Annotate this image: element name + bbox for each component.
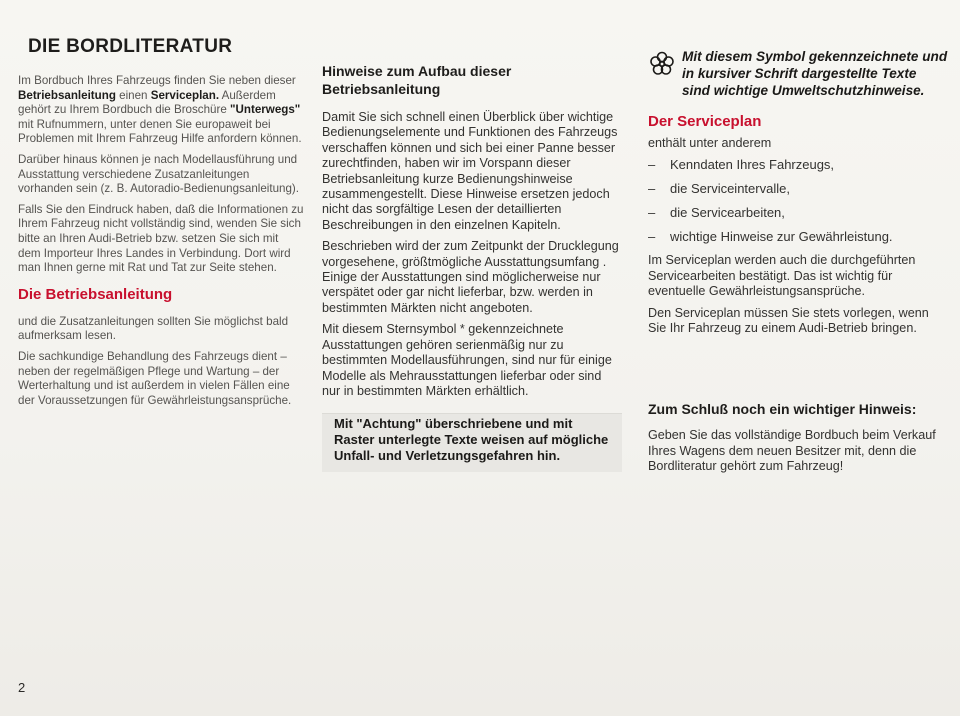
list-item: – die Serviceintervalle, [648,181,790,197]
heading-serviceplan: Der Serviceplan [648,113,762,130]
paragraph-importeur: Falls Sie den Eindruck haben, daß die Informationen zu Ihrem Fahrzeug nicht vollständig sind, wenden Sie sich bitte an Ihren Audi-Betrieb bzw. setzen Sie sich mit dem Importeur Ihres Landes in Verbindung. Dort wird man Ihnen gerne mit Rat und Tat zur Seite stehen. [18,202,304,275]
paragraph-ausstattungsumfang: Beschrieben wird der zum Zeitpunkt der Drucklegung vorgesehene, größtmögliche Ausstattungsumfang . Einige der Ausstattungen sind möglicherweise nur verspätet oder gar nicht lieferbar, bzw. werden in bestimmten Märkten nicht angeboten. [322,239,619,315]
flower-icon [648,50,676,78]
paragraph-lesen: und die Zusatzanleitungen sollten Sie möglichst bald aufmerksam lesen. [18,314,289,343]
paragraph-behandlung: Die sachkundige Behandlung des Fahrzeugs dient – neben der regelmäßigen Pflege und Wartung – der Werterhaltung und ist außerdem in vielen Fällen eine der Voraussetzungen für Gewährleistungsansprüche. [18,349,292,407]
paragraph-ueberblick: Damit Sie sich schnell einen Überblick über wichtige Bedienungselemente und Funktionen des Fahrzeugs verschaffen können und sich bei einer Panne besser zurechtfinden, haben wir im Vorspann dieser Betriebsanleitung kurze Bedienungshinweise zusammengestellt. Diese Hinweise ersetzen jedoch nicht das sorgfältige Lesen der detaillierten Beschreibungen in den einzelnen Kapiteln. [322,110,618,232]
intro-paragraph: Im Bordbuch Ihres Fahrzeugs finden Sie neben dieser Betriebsanleitung einen Serviceplan. Außerdem gehört zu Ihrem Bordbuch die Broschüre "Unterwegs" mit Rufnummern, unter denen Sie europaweit bei Problemen mit Ihrem Fahrzeug Hilfe anfordern können. [18,74,302,146]
column-right [648,48,948,481]
list-item: – die Servicearbeiten, [648,205,785,221]
warning-box: Mit "Achtung" überschriebene und mit Raster unterlegte Texte weisen auf mögliche Unfall- und Verletzungsgefahren hin. [322,413,622,472]
page-number: 2 [18,680,26,695]
paragraph-servicearbeiten: Im Serviceplan werden auch die durchgeführten Servicearbeiten bestätigt. Das ist wichtig für eventuelle Gewährleistungsansprüche. [648,253,916,299]
paragraph-bordbuch: Geben Sie das vollständige Bordbuch beim Verkauf Ihres Wagens dem neuen Besitzer mit, denn die Bordliteratur gehört zum Fahrzeug! [648,428,936,474]
heading-aufbau: Hinweise zum Aufbau dieser Betriebsanleitung [322,63,512,97]
list-item: – Kenndaten Ihres Fahrzeugs, [648,157,835,173]
serviceplan-intro: enthält unter anderem [648,136,772,150]
paragraph-sternsymbol: Mit diesem Sternsymbol * gekennzeichnete Ausstattungen gehören serienmäßig nur zu bestimmten Modellausführungen, sind nur für einige Modelle als Mehrausstattungen lieferbar oder sind nur in bestimmten Märkten erhältlich. [322,322,612,398]
keyword-serviceplan: Serviceplan. [150,88,220,102]
serviceplan-list [648,153,948,249]
keyword-betriebsanleitung: Betriebsanleitung [18,88,116,102]
keyword-unterwegs: "Unterwegs" [230,103,301,117]
heading-betriebsanleitung: Die Betriebsanleitung [18,285,173,303]
paragraph-vorlegen: Den Serviceplan müssen Sie stets vorlegen, wenn Sie Ihr Fahrzeug zu einem Audi-Betrieb bringen. [648,305,929,336]
paragraph-zusatzanleitungen: Darüber hinaus können je nach Modellausführung und Ausstattung verschiedene Zusatzanleitungen vorhanden sein (z. B. Autoradio-Bedienungsanleitung). [18,152,300,196]
column-left [18,74,304,414]
eco-note [648,48,948,99]
heading-schluss: Zum Schluß noch ein wichtiger Hinweis: [648,401,917,418]
column-middle [322,62,622,472]
page-title: DIE BORDLITERATUR [28,36,233,57]
list-item: – wichtige Hinweise zur Gewährleistung. [648,229,893,245]
eco-note-text: Mit diesem Symbol gekennzeichnete und in kursiver Schrift dargestellte Texte sind wichtige Umweltschutzhinweise. [682,49,948,98]
